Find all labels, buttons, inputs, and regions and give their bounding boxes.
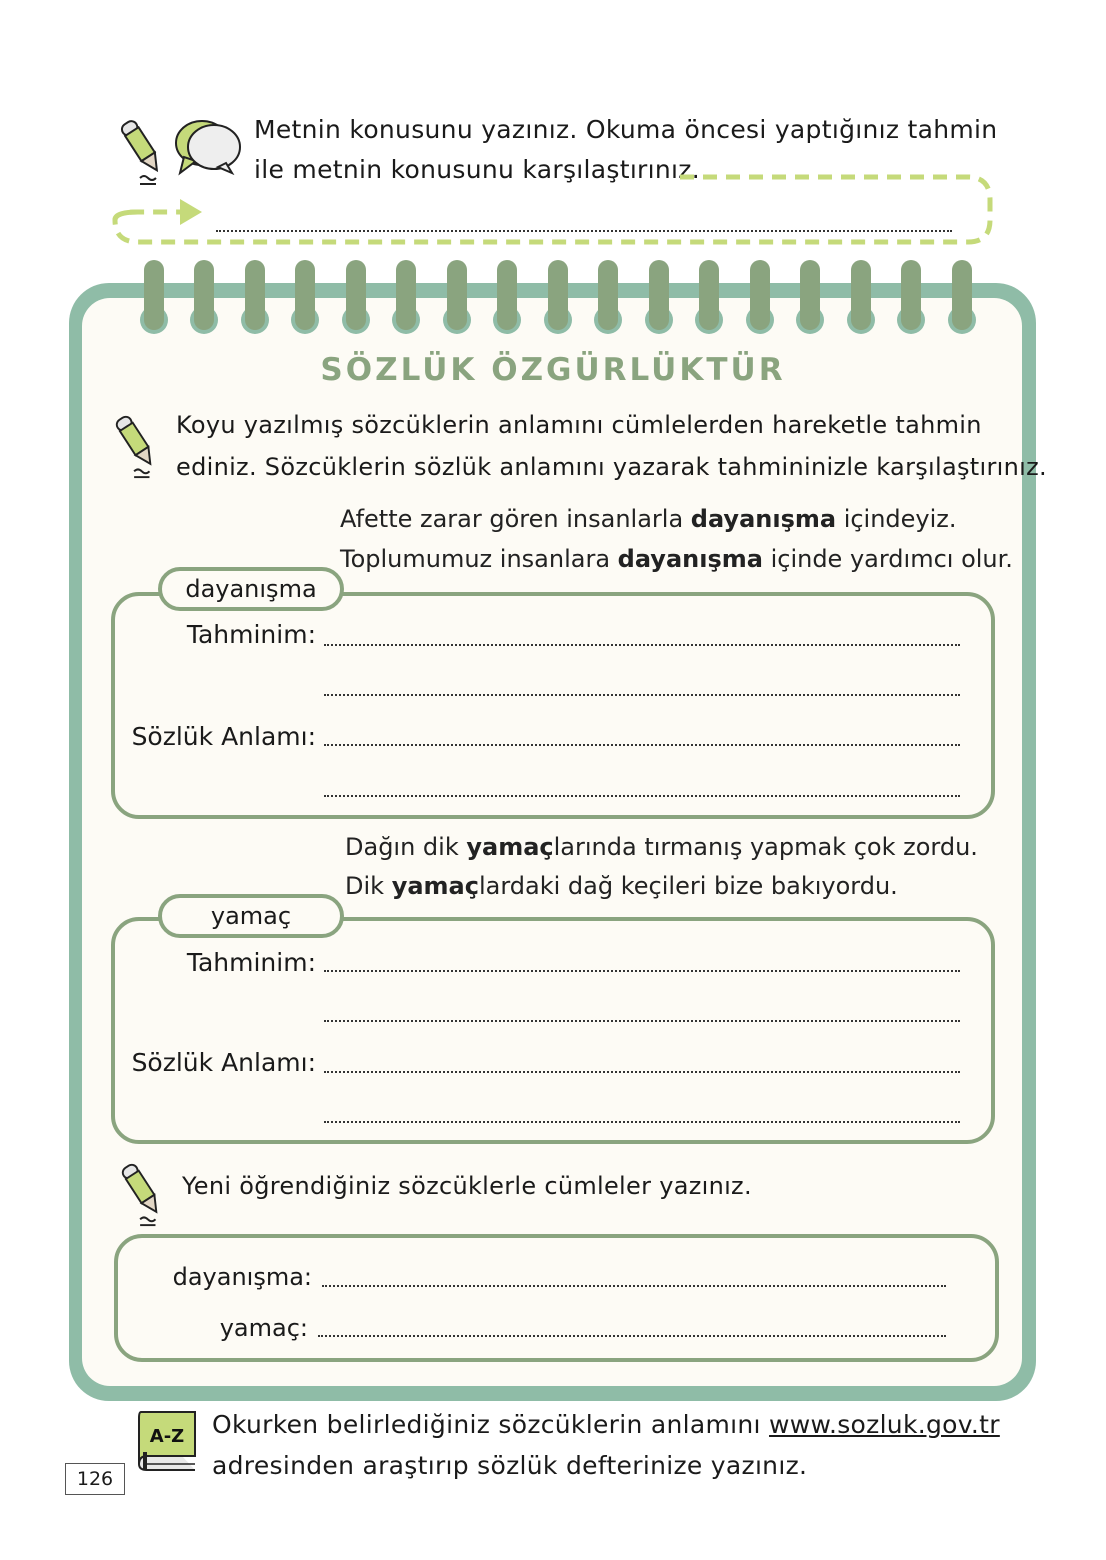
meaning-line-2[interactable] [324,1121,960,1123]
page-number: 126 [76,1468,114,1490]
sentence-label: dayanışma: [172,1263,312,1291]
pencil-icon [112,408,162,480]
footer-line2: adresinden araştırıp sözlük defterinize yazınız. [212,1451,808,1480]
example-sentence: Afette zarar gören insanlarla dayanışma içindeyiz. [340,505,957,533]
meaning-instruction-line2: ediniz. Sözcüklerin sözlük anlamını yazarak tahmininizle karşılaştırınız. [176,453,1047,481]
meaning-instruction-line1: Koyu yazılmış sözcüklerin anlamını cümlelerden hareketle tahmin [176,411,982,439]
example-sentence: Dik yamaçlardaki dağ keçileri bize bakıyordu. [345,872,898,900]
guess-label: Tahminim: [186,948,316,977]
meaning-line[interactable] [324,744,960,746]
meaning-label: Sözlük Anlamı: [131,722,316,751]
svg-text:A-Z: A-Z [149,1426,185,1447]
topic-instruction-line1: Metnin konusunu yazınız. Okuma öncesi yaptığınız tahmin [254,115,998,144]
pencil-icon [118,1156,168,1228]
word-tag: yamaç [158,894,344,938]
guess-line-2[interactable] [324,1020,960,1022]
sozluk-link[interactable]: www.sozluk.gov.tr [769,1410,1000,1439]
sentence-line-yamac[interactable] [318,1335,946,1337]
meaning-line[interactable] [324,1071,960,1073]
sentence-label: yamaç: [219,1314,308,1342]
word-tag: dayanışma [158,567,344,611]
topic-instruction-line2: ile metnin konusunu karşılaştırınız. [254,155,700,184]
guess-line-2[interactable] [324,694,960,696]
meaning-label: Sözlük Anlamı: [131,1048,316,1077]
sentence-box [114,1234,999,1362]
guess-label: Tahminim: [186,620,316,649]
spiral-binding [0,0,1106,340]
guess-line[interactable] [324,970,960,972]
sentence-line-dayanisma[interactable] [322,1285,946,1287]
guess-line[interactable] [324,644,960,646]
example-sentence: Toplumumuz insanlara dayanışma içinde yardımcı olur. [340,545,1013,573]
page-number-badge [65,1463,125,1495]
meaning-line-2[interactable] [324,795,960,797]
dictionary-book-icon [133,1408,201,1474]
example-sentence: Dağın dik yamaçlarında tırmanış yapmak çok zordu. [345,833,978,861]
footer-line1: Okurken belirlediğiniz sözcüklerin anlamını www.sozluk.gov.tr [212,1410,1000,1439]
section-title: SÖZLÜK ÖZGÜRLÜKTÜR [320,352,786,388]
sentence-instruction: Yeni öğrendiğiniz sözcüklerle cümleler yazınız. [182,1172,752,1200]
